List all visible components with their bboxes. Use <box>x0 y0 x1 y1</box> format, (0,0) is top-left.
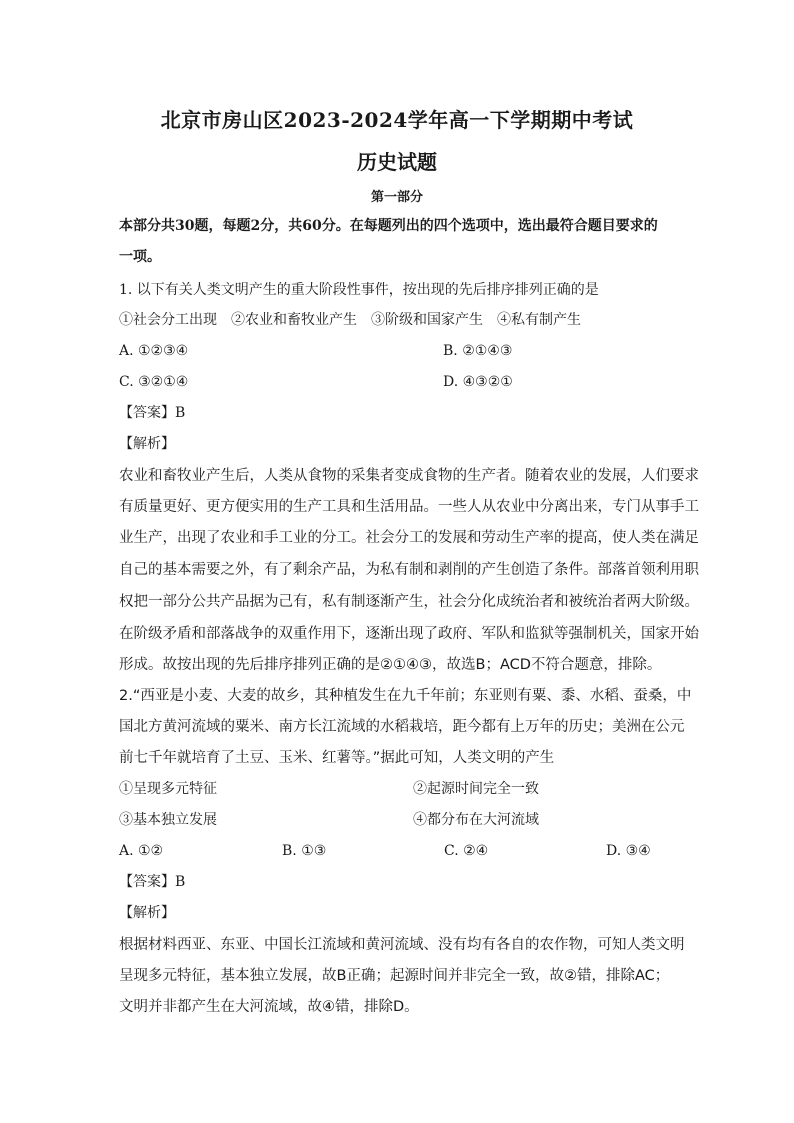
q2-item-2: ②起源时间完全一致 <box>413 781 539 797</box>
instructions-line-2: 一项。 <box>119 249 161 265</box>
q1-analysis-line-1: 农业和畜牧业产生后，人类从食物的采集者变成食物的生产者。随着农业的发展，人们要求 <box>119 468 699 484</box>
q2-option-a: A. ①② <box>119 843 164 859</box>
q1-stem: 1. 以下有关人类文明产生的重大阶段性事件，按出现的先后排序排列正确的是 <box>119 282 599 298</box>
q1-analysis-line-2: 有质量更好、更方便实用的生产工具和生活用品。一些人从农业中分离出来，专门从事手工 <box>119 499 699 515</box>
q2-item-1: ①呈现多元特征 <box>119 781 217 797</box>
q2-analysis-line-1: 根据材料西亚、东亚、中国长江流域和黄河流域、没有均有各自的农作物，可知人类文明 <box>119 937 685 953</box>
q2-stem-line-3: 前七千年就培育了土豆、玉米、红薯等。”据此可知，人类文明的产生 <box>119 750 555 766</box>
q2-answer: 【答案】B <box>119 874 186 890</box>
q1-items: ①社会分工出现 ②农业和畜牧业产生 ③阶级和国家产生 ④私有制产生 <box>119 312 581 328</box>
q1-option-b: B. ②①④③ <box>443 343 513 359</box>
q2-item-3: ③基本独立发展 <box>119 812 217 828</box>
q1-analysis-label: 【解析】 <box>119 436 175 452</box>
q2-option-b: B. ①③ <box>282 843 327 859</box>
q2-option-c: C. ②④ <box>444 843 489 859</box>
q2-stem-line-2: 国北方黄河流域的粟米、南方长江流域的水稻栽培，距今都有上万年的历史；美洲在公元 <box>119 719 685 735</box>
q1-analysis-line-5: 权把一部分公共产品据为己有，私有制逐渐产生，社会分化成统治者和被统治者两大阶级。 <box>119 594 699 610</box>
q1-option-c: C. ③②①④ <box>119 374 189 390</box>
q2-option-d: D. ③④ <box>606 843 651 859</box>
part-heading: 第一部分 <box>370 190 423 205</box>
instructions-line-1: 本部分共30题，每题2分，共60分。在每题列出的四个选项中，选出最符合题目要求的 <box>119 218 658 234</box>
q2-item-4: ④都分布在大河流域 <box>413 812 539 828</box>
q2-analysis-line-2: 呈现多元特征，基本独立发展，故B正确；起源时间并非完全一致，故②错，排除AC； <box>119 968 670 984</box>
q2-analysis-line-3: 文明并非都产生在大河流域，故④错，排除D。 <box>119 999 419 1015</box>
q1-option-d: D. ④③②① <box>443 374 513 390</box>
exam-subtitle: 历史试题 <box>357 150 437 174</box>
q1-analysis-line-7: 形成。故按出现的先后排序排列正确的是②①④③，故选B；ACD不符合题意，排除。 <box>119 657 662 673</box>
q1-analysis-line-4: 自己的基本需要之外，有了剩余产品，为私有制和剥削的产生创造了条件。部落首领利用职 <box>119 562 699 578</box>
q2-stem-line-1: 2.“西亚是小麦、大麦的故乡，其种植发生在九千年前；东亚则有粟、黍、水稻、蚕桑，中 <box>119 688 692 704</box>
exam-title: 北京市房山区2023-2024学年高一下学期期中考试 <box>160 108 634 132</box>
q1-answer: 【答案】B <box>119 405 186 421</box>
q1-analysis-line-6: 在阶级矛盾和部落战争的双重作用下，逐渐出现了政府、军队和监狱等强制机关，国家开始 <box>119 626 699 642</box>
q1-analysis-line-3: 业生产，出现了农业和手工业的分工。社会分工的发展和劳动生产率的提高，使人类在满足 <box>119 530 699 546</box>
q1-option-a: A. ①②③④ <box>119 343 189 359</box>
q2-analysis-label: 【解析】 <box>119 905 175 921</box>
